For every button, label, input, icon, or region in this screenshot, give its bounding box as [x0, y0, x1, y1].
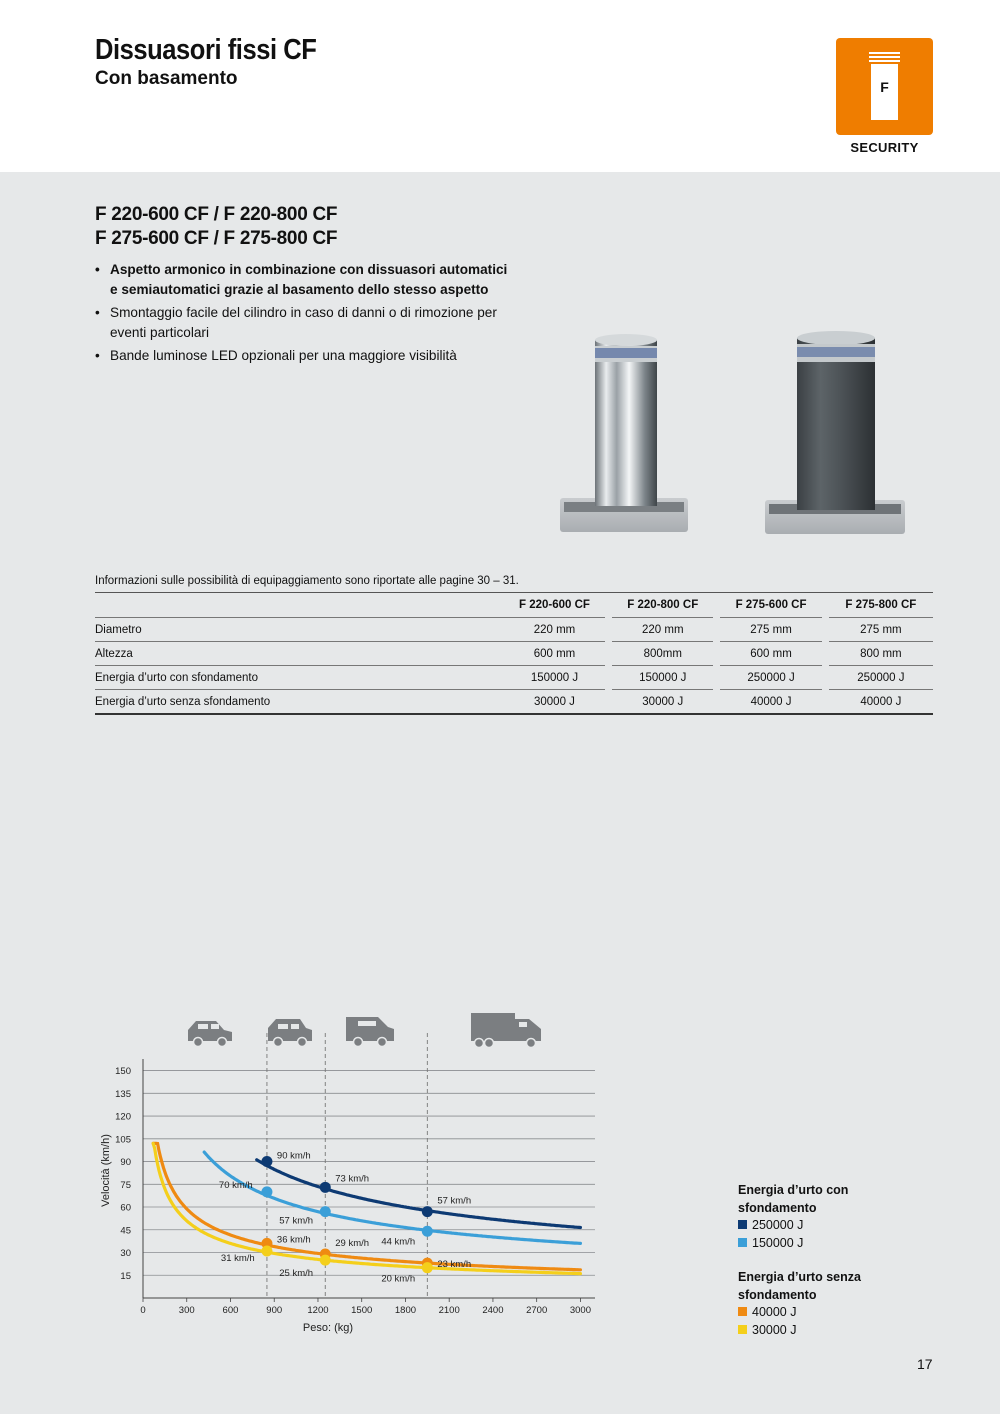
row-label: Energia d’urto senza sfondamento	[95, 690, 504, 715]
stainless-bollard	[560, 334, 688, 532]
van-icon	[346, 1017, 394, 1047]
table-cell: 800 mm	[829, 642, 933, 666]
series-line	[153, 1143, 580, 1273]
y-tick-label: 30	[120, 1248, 131, 1260]
table-row	[95, 618, 933, 642]
data-label: 70 km/h	[218, 1179, 253, 1191]
x-tick-label: 2700	[526, 1305, 548, 1316]
y-tick-label: 45	[120, 1225, 131, 1237]
feature-list	[95, 260, 515, 370]
model-line-1: F 220-600 CF / F 220-800 CF	[95, 204, 338, 225]
table-row	[95, 690, 933, 715]
data-point	[261, 1246, 272, 1257]
x-tick-label: 600	[222, 1305, 239, 1316]
feature-item: • Bande luminose LED opzionali per una maggiore visibilità	[95, 346, 515, 366]
column-header: F 275-800 CF	[829, 593, 933, 618]
model-line-2: F 275-600 CF / F 275-800 CF	[95, 228, 338, 249]
data-point	[261, 1186, 272, 1197]
data-point	[320, 1182, 331, 1193]
legend-group-title: Energia d’urto con sfondamento	[738, 1183, 849, 1215]
x-tick-label: 2100	[438, 1305, 460, 1316]
table-cell: 600 mm	[504, 642, 605, 666]
x-tick-label: 1800	[394, 1305, 417, 1316]
bollard-product-image	[550, 320, 920, 550]
table-cell: 30000 J	[504, 690, 605, 715]
feature-item: • Smontaggio facile del cilindro in caso di danni o di rimozione per eventi particolari	[95, 303, 515, 342]
table-cell: 40000 J	[720, 690, 821, 715]
legend-label: 40000 J	[752, 1305, 797, 1319]
data-label: 44 km/h	[381, 1236, 416, 1248]
feature-item: • Aspetto armonico in combinazione con dissuasori automatici e semiautomatici grazie al basamento dello stesso aspetto	[95, 260, 515, 299]
truck-icon	[471, 1013, 541, 1048]
y-tick-label: 75	[120, 1179, 131, 1191]
compact-car-icon	[268, 1019, 312, 1047]
small-car-icon	[188, 1021, 232, 1047]
table-cell: 150000 J	[504, 666, 605, 690]
row-label: Altezza	[95, 642, 504, 666]
y-axis-label: Velocità (km/h)	[100, 1134, 112, 1207]
table-cell: 250000 J	[829, 666, 933, 690]
x-tick-label: 2400	[482, 1305, 504, 1316]
y-tick-label: 15	[120, 1270, 131, 1282]
data-label: 90 km/h	[276, 1150, 311, 1162]
table-header-row	[95, 593, 933, 618]
legend-item	[738, 1235, 888, 1253]
chart-legend	[738, 1182, 888, 1339]
y-tick-label: 60	[120, 1202, 131, 1214]
x-axis-label: Peso: (kg)	[302, 1322, 354, 1334]
table-cell: 150000 J	[612, 666, 713, 690]
series-line	[153, 1143, 580, 1269]
speed-weight-chart	[95, 1005, 615, 1345]
y-tick-label: 135	[115, 1088, 131, 1100]
legend-label: 150000 J	[752, 1235, 804, 1250]
table-cell: 30000 J	[612, 690, 713, 715]
data-label: 57 km/h	[437, 1195, 472, 1207]
table-cell: 220 mm	[612, 618, 713, 642]
data-label: 31 km/h	[220, 1253, 255, 1264]
column-header: F 275-600 CF	[720, 593, 821, 618]
x-tick-label: 1200	[307, 1305, 329, 1316]
data-point	[422, 1262, 433, 1273]
security-logo	[836, 38, 933, 135]
x-tick-label: 1500	[351, 1305, 373, 1316]
legend-item	[738, 1304, 888, 1322]
x-tick-label: 300	[178, 1305, 195, 1316]
table-cell: 600 mm	[720, 642, 821, 666]
data-label: 20 km/h	[381, 1273, 416, 1285]
page-title: Dissuasori fissi CF	[95, 34, 317, 66]
table-cell: 800mm	[612, 642, 713, 666]
data-label: 57 km/h	[279, 1215, 314, 1227]
page-subtitle: Con basamento	[95, 68, 238, 89]
x-tick-label: 0	[140, 1305, 146, 1316]
data-label: 36 km/h	[276, 1234, 311, 1246]
legend-item	[738, 1217, 888, 1235]
table-cell: 275 mm	[720, 618, 821, 642]
table-cell: 275 mm	[829, 618, 933, 642]
column-header: F 220-600 CF	[504, 593, 605, 618]
legend-swatch	[738, 1325, 747, 1334]
column-header: F 220-800 CF	[612, 593, 713, 618]
row-label: Energia d’urto con sfondamento	[95, 666, 504, 690]
y-tick-label: 90	[120, 1157, 131, 1169]
table-row	[95, 666, 933, 690]
page-header	[0, 0, 1000, 172]
data-point	[261, 1156, 272, 1167]
data-point	[320, 1206, 331, 1217]
dark-bollard	[765, 331, 905, 534]
legend-group-title: Energia d’urto senza sfondamento	[738, 1270, 861, 1302]
legend-item	[738, 1322, 888, 1340]
data-point	[422, 1226, 433, 1237]
table-cell: 40000 J	[829, 690, 933, 715]
row-label: Diametro	[95, 618, 504, 642]
legend-swatch	[738, 1238, 747, 1247]
legend-label: 30000 J	[752, 1322, 797, 1337]
table-cell: 250000 J	[720, 666, 821, 690]
y-tick-label: 105	[115, 1134, 131, 1146]
x-tick-label: 3000	[569, 1305, 591, 1316]
data-point	[320, 1255, 331, 1266]
y-tick-label: 150	[115, 1066, 131, 1078]
logo-letter: F	[880, 79, 889, 95]
table-cell: 220 mm	[504, 618, 605, 642]
data-label: 73 km/h	[335, 1173, 370, 1185]
legend-swatch	[738, 1220, 747, 1229]
data-point	[422, 1206, 433, 1217]
specification-table	[95, 592, 933, 715]
bollard-logo-icon	[836, 38, 933, 135]
page-number: 17	[917, 1356, 933, 1372]
data-label: 29 km/h	[335, 1238, 370, 1250]
y-tick-label: 120	[115, 1111, 131, 1123]
table-row	[95, 642, 933, 666]
legend-label: 250000 J	[752, 1218, 804, 1232]
x-tick-label: 900	[266, 1305, 283, 1316]
data-label: 23 km/h	[437, 1259, 472, 1271]
legend-swatch	[738, 1307, 747, 1316]
equipment-note: Informazioni sulle possibilità di equipaggiamento sono riportate alle pagine 30 – 31.	[95, 575, 519, 587]
logo-label: SECURITY	[850, 140, 919, 155]
data-label: 25 km/h	[279, 1268, 314, 1280]
